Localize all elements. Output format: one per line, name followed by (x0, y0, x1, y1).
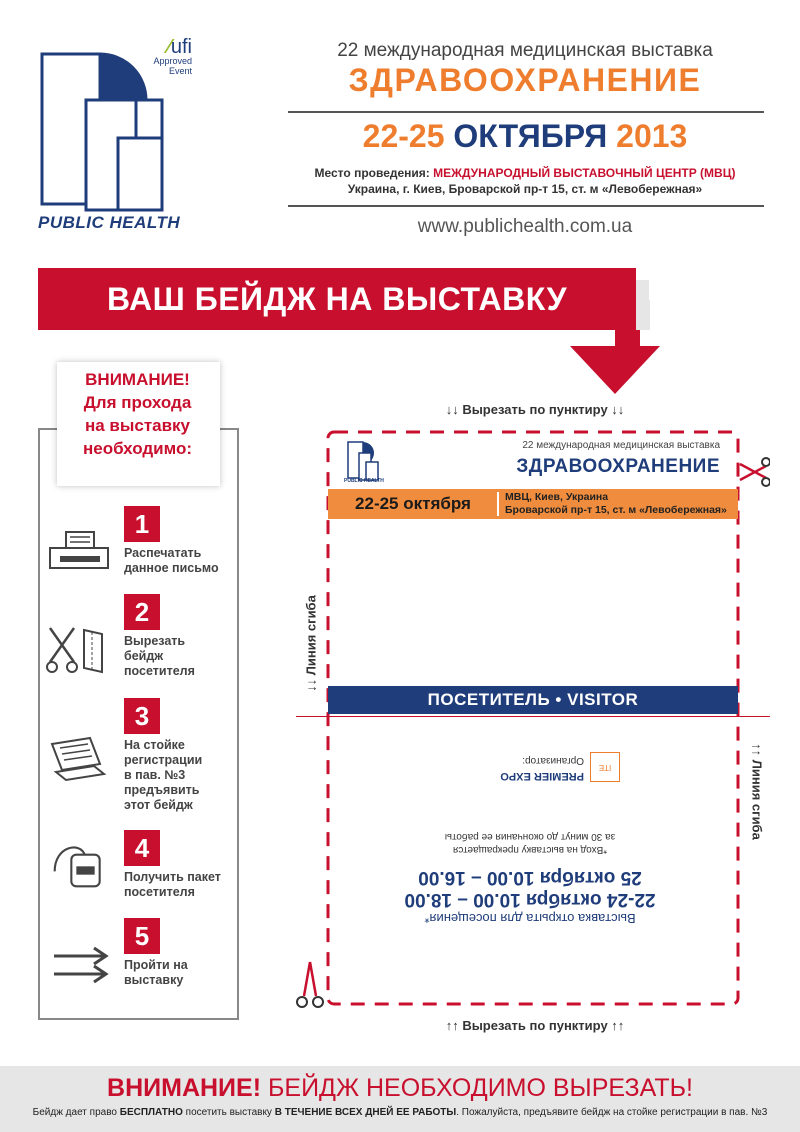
fold-label-right-text: ↑↑ Линия сгиба (749, 743, 765, 840)
organizer-label: Организатор: (522, 755, 584, 766)
footer-note-part: В ТЕЧЕНИЕ ВСЕХ ДНЕЙ ЕЕ РАБОТЫ (274, 1107, 457, 1118)
step-text (124, 634, 195, 679)
hours-line: 25 октября 10.00 – 16.00 (418, 867, 642, 888)
step-line: предъявить (124, 783, 200, 797)
ufi-line2: Event (168, 66, 192, 76)
header-dates (285, 118, 765, 155)
header-title: ЗДРАВООХРАНЕНИЕ (348, 62, 702, 98)
step-text (124, 958, 188, 988)
attention-line: Для прохода (83, 393, 192, 412)
badge-logo-icon (346, 438, 386, 482)
footer-title (0, 1074, 800, 1103)
badge-place-line: Броварской пр-т 15, ст. м «Левобережная» (505, 504, 727, 516)
fold-line (296, 716, 770, 717)
fold-label-right (748, 728, 766, 858)
badge-hand-icon (46, 734, 110, 784)
step-line: бейдж (124, 649, 164, 663)
footer-note-part: . Пожалуйста, предъявите бейдж на стойке регистрации в пав. №3 (456, 1107, 768, 1118)
printer-icon (46, 526, 110, 576)
step-line: данное письмо (124, 561, 219, 575)
footer-note-part: Бейдж дает право (32, 1107, 117, 1118)
badge-strip-divider (497, 492, 499, 516)
down-arrow-icon (540, 300, 660, 396)
dates-month: ОКТЯБРЯ (453, 118, 608, 154)
dates-year: 2013 (616, 118, 688, 154)
footer-note (0, 1107, 800, 1118)
venue-address: Украина, г. Киев, Броварской пр-т 15, ст. м «Левобережная» (347, 182, 703, 196)
badge-title: ЗДРАВООХРАНЕНИЕ (516, 456, 720, 477)
step-line: Вырезать (124, 634, 186, 648)
cut-instruction-top: ↓↓ Вырезать по пунктиру ↓↓ (445, 402, 625, 417)
website-link[interactable]: www.publichealth.com.ua (417, 216, 633, 237)
dates-start: 22-25 (362, 118, 445, 154)
opening-hours-block (330, 830, 730, 926)
step-line: посетителя (124, 885, 195, 899)
footer-note-part: БЕСПЛАТНО (119, 1107, 183, 1118)
badge-logo-text: PUBLIC HEALTH (344, 478, 384, 484)
organizer-name: PREMIER EXPO (500, 770, 584, 782)
badge-subtitle: 22 международная медицинская выставка (522, 440, 720, 451)
attention-line: необходимо: (82, 439, 192, 458)
step-number: 1 (124, 506, 160, 542)
scissors-icon (738, 456, 770, 488)
footer-title-attention: ВНИМАНИЕ! (107, 1074, 262, 1102)
step-text (124, 546, 219, 576)
footer-note-part: посетить выставку (185, 1107, 272, 1118)
ufi-mark: ufi (170, 36, 192, 58)
step-line: выставку (124, 973, 184, 987)
attention-title: ВНИМАНИЕ! (85, 370, 190, 389)
badge-place (505, 491, 735, 517)
hours-note: *Вход на выставку прекращается (452, 844, 608, 855)
header-divider-2 (288, 205, 764, 207)
ufi-swoosh-icon: ⁄ (167, 36, 171, 58)
step-number: 2 (124, 594, 160, 630)
fold-label-left-text: ↓↓ Линия сгиба (303, 595, 319, 692)
step-number: 5 (124, 918, 160, 954)
step-text (124, 738, 202, 813)
fold-label-left (302, 580, 320, 710)
cut-instruction-bottom: ↑↑ Вырезать по пунктиру ↑↑ (445, 1018, 625, 1033)
step-line: в пав. №3 (124, 768, 186, 782)
arrows-icon (50, 940, 114, 990)
footer-title-text: БЕЙДЖ НЕОБХОДИМО ВЫРЕЗАТЬ! (267, 1074, 693, 1102)
badge-place-line: МВЦ, Киев, Украина (505, 491, 609, 503)
step-line: посетителя (124, 664, 195, 678)
step-text (124, 870, 221, 900)
ufi-line1: Approved (153, 56, 192, 66)
badge-dates: 22-25 октября (355, 494, 471, 513)
hours-note: за 30 минут до окончания ее работы (444, 831, 616, 842)
banner-text: ВАШ БЕЙДЖ НА ВЫСТАВКУ (107, 281, 567, 317)
venue-label: Место проведения: (314, 166, 430, 180)
logo-text: PUBLIC HEALTH (38, 213, 181, 232)
venue-line (285, 166, 765, 180)
step-number: 4 (124, 830, 160, 866)
hours-title: Выставка открыта для посещения* (424, 911, 636, 926)
step-line: Пройти на (124, 958, 188, 972)
hours-line: 22-24 октября 10.00 – 18.00 (404, 889, 656, 910)
scissors-paper-icon (46, 624, 110, 674)
ite-logo: ITE (590, 752, 620, 782)
scissors-icon (294, 960, 326, 1012)
bag-icon (46, 838, 110, 888)
step-line: На стойке (124, 738, 185, 752)
ufi-badge (132, 38, 192, 76)
step-line: этот бейдж (124, 798, 193, 812)
step-line: Получить пакет (124, 870, 221, 884)
attention-line: на выставку (84, 416, 191, 435)
organizer-block (470, 748, 620, 784)
step-number: 3 (124, 698, 160, 734)
attention-text (55, 368, 220, 460)
header-subtitle: 22 международная медицинская выставка (337, 40, 713, 61)
step-line: Распечатать (124, 546, 202, 560)
header-divider (288, 111, 764, 113)
step-line: регистрации (124, 753, 203, 767)
visitor-bar: ПОСЕТИТЕЛЬ • VISITOR (328, 686, 738, 714)
venue-name: МЕЖДУНАРОДНЫЙ ВЫСТАВОЧНЫЙ ЦЕНТР (МВЦ) (433, 166, 736, 180)
